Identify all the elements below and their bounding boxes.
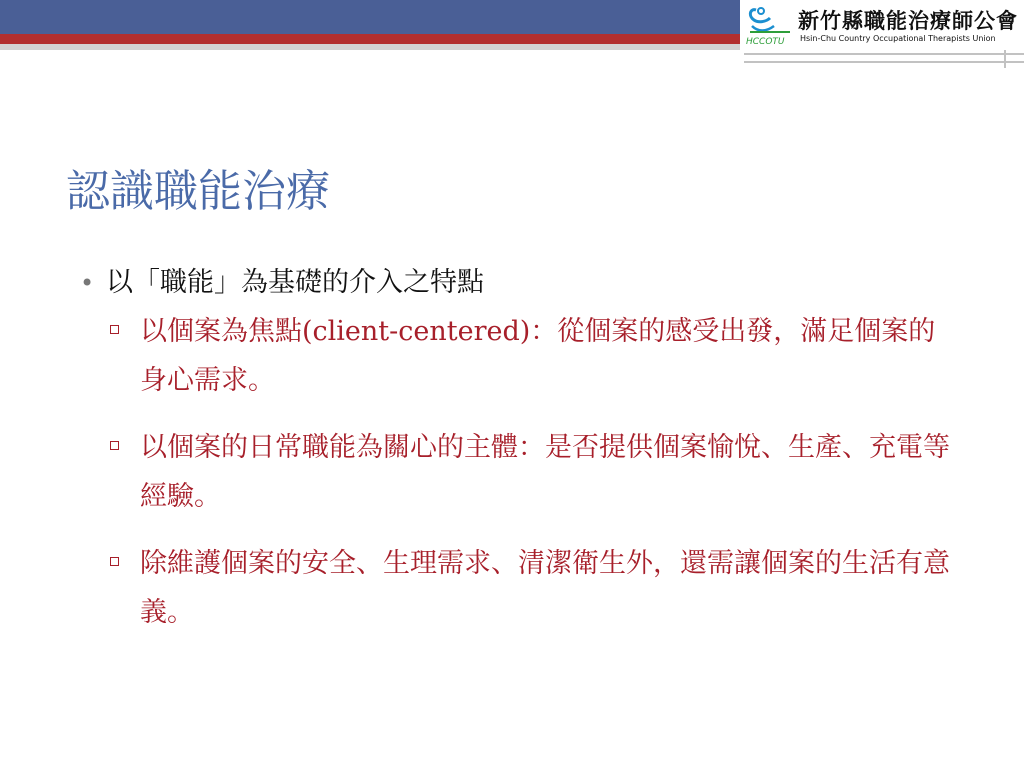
sub-bullet-item (107, 539, 952, 637)
square-bullet-icon (110, 441, 119, 450)
header-rule-2 (744, 61, 1024, 63)
slide-content (80, 263, 960, 655)
sub-bullet-text: 以個案的日常職能為關心的主體：是否提供個案愉悅、生產、充電等經驗。 (140, 432, 950, 512)
bullet-text: 以「職能」為基礎的介入之特點 (106, 267, 484, 298)
header-gray-band (0, 44, 740, 50)
sub-bullet-text: 以個案為焦點(client-centered)：從個案的感受出發，滿足個案的身心需求。 (140, 316, 936, 396)
logo-initials: HCCOTU (746, 37, 785, 47)
logo-subtitle: Hsin-Chu Country Occupational Therapists Union (800, 34, 996, 43)
sub-bullet-text: 除維護個案的安全、生理需求、清潔衛生外，還需讓個案的生活有意義。 (140, 548, 950, 628)
square-bullet-icon (110, 557, 119, 566)
header-blue-band (0, 0, 740, 34)
hand-logo-icon (744, 2, 794, 50)
sub-bullet-item (107, 423, 952, 521)
slide-title: 認識職能治療 (66, 166, 330, 217)
square-bullet-icon (110, 325, 119, 334)
bullet-dot-icon: • (80, 269, 95, 297)
header-red-band (0, 34, 740, 44)
logo-title: 新竹縣職能治療師公會 (798, 9, 1018, 33)
sub-bullet-item (107, 307, 952, 405)
association-logo (744, 2, 1024, 50)
bullet-item (80, 263, 960, 303)
header-rule-1 (744, 53, 1024, 55)
